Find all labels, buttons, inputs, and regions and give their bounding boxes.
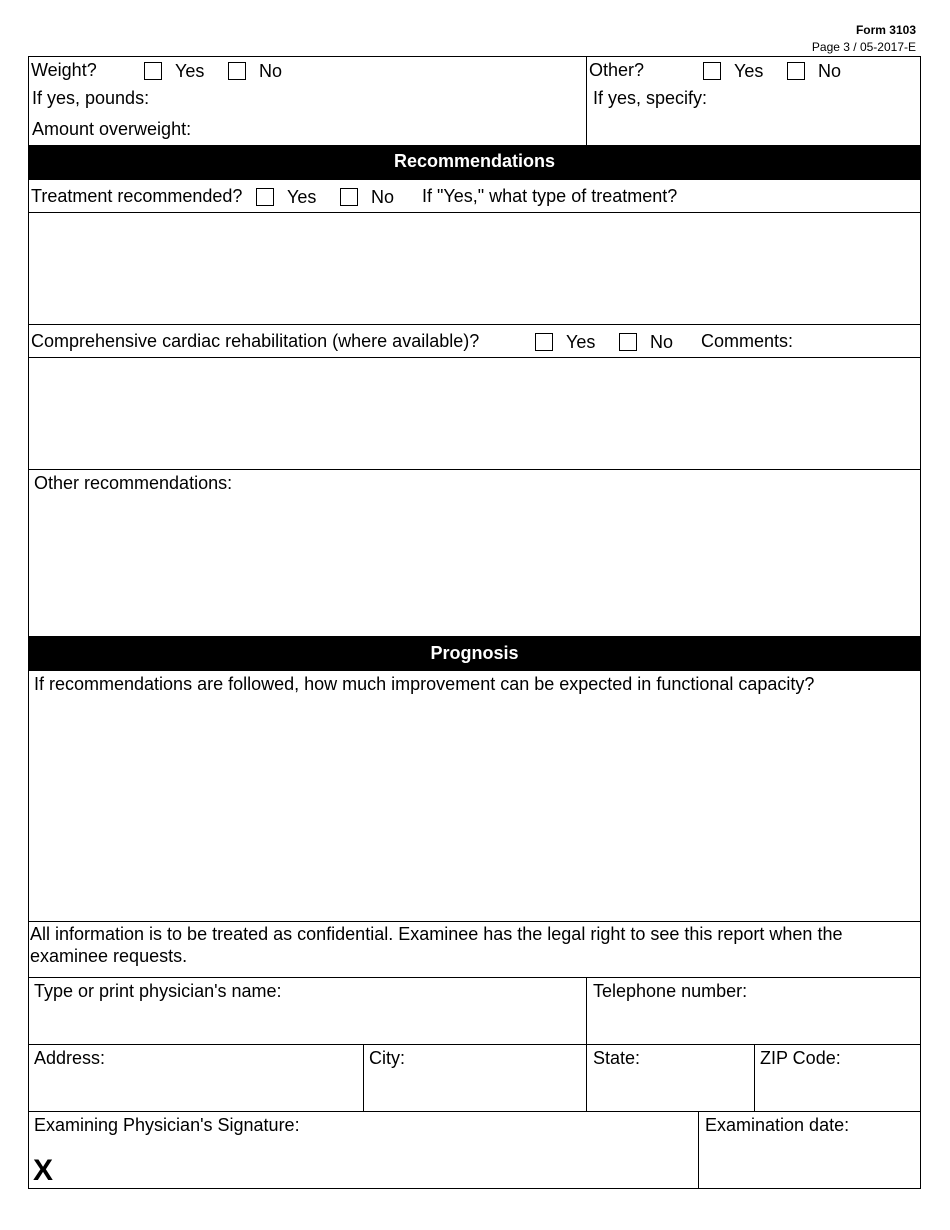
address-label: Address: xyxy=(34,1048,106,1068)
treatment-yes-label: Yes xyxy=(287,187,317,207)
divider xyxy=(28,324,921,325)
weight-no-checkbox[interactable] xyxy=(228,62,246,80)
other-yes-checkbox[interactable] xyxy=(703,62,721,80)
treatment-yes-checkbox[interactable] xyxy=(256,188,274,206)
divider xyxy=(28,977,921,978)
prognosis-header: Prognosis xyxy=(28,636,921,671)
other-question: Other? xyxy=(589,60,645,80)
other-no-checkbox[interactable] xyxy=(787,62,805,80)
state-field[interactable] xyxy=(588,1071,753,1111)
page-info: Page 3 / 05-2017-E xyxy=(811,40,916,54)
other-no-label: No xyxy=(818,61,842,81)
cardiac-question: Comprehensive cardiac rehabilitation (where available)? xyxy=(31,331,480,351)
cardiac-comments-label: Comments: xyxy=(701,331,794,351)
recommendations-header: Recommendations xyxy=(28,145,921,180)
divider xyxy=(28,469,921,470)
other-yes-label: Yes xyxy=(734,61,764,81)
other-specify-label: If yes, specify: xyxy=(593,88,708,108)
city-label: City: xyxy=(369,1048,405,1068)
confidential-notice-line1: All information is to be treated as confidential. Examinee has the legal right to see this report when the xyxy=(30,924,843,944)
divider xyxy=(586,56,587,145)
form-number: Form 3103 xyxy=(855,23,916,37)
cardiac-comments-field[interactable] xyxy=(29,358,920,468)
divider xyxy=(698,1111,699,1189)
telephone-field[interactable] xyxy=(588,1004,920,1044)
cardiac-no-label: No xyxy=(650,332,674,352)
confidential-notice-line2: examinee requests. xyxy=(30,946,188,966)
other-recommendations-label: Other recommendations: xyxy=(34,473,233,493)
weight-yes-label: Yes xyxy=(175,61,205,81)
signature-field[interactable] xyxy=(70,1140,696,1188)
physician-name-field[interactable] xyxy=(29,1004,585,1044)
weight-amount-label: Amount overweight: xyxy=(32,119,192,139)
weight-pounds-label: If yes, pounds: xyxy=(32,88,150,108)
treatment-no-checkbox[interactable] xyxy=(340,188,358,206)
state-label: State: xyxy=(593,1048,641,1068)
prognosis-question: If recommendations are followed, how much improvement can be expected in functional capacity? xyxy=(34,674,815,694)
cardiac-no-checkbox[interactable] xyxy=(619,333,637,351)
weight-yes-checkbox[interactable] xyxy=(144,62,162,80)
cardiac-yes-label: Yes xyxy=(566,332,596,352)
prognosis-field[interactable] xyxy=(29,698,920,920)
signature-label: Examining Physician's Signature: xyxy=(34,1115,300,1135)
cardiac-yes-checkbox[interactable] xyxy=(535,333,553,351)
treatment-question: Treatment recommended? xyxy=(31,186,243,206)
telephone-label: Telephone number: xyxy=(593,981,748,1001)
divider xyxy=(28,1111,921,1112)
examination-date-field[interactable] xyxy=(700,1140,920,1188)
treatment-no-label: No xyxy=(371,187,395,207)
zip-field[interactable] xyxy=(755,1071,920,1111)
other-recommendations-field[interactable] xyxy=(29,496,920,636)
divider xyxy=(28,1044,921,1045)
address-field[interactable] xyxy=(29,1071,362,1111)
city-field[interactable] xyxy=(364,1071,585,1111)
weight-question: Weight? xyxy=(31,60,97,80)
divider xyxy=(28,921,921,922)
weight-no-label: No xyxy=(259,61,283,81)
examination-date-label: Examination date: xyxy=(705,1115,850,1135)
physician-name-label: Type or print physician's name: xyxy=(34,981,282,1001)
signature-x-mark: X xyxy=(33,1154,54,1187)
zip-label: ZIP Code: xyxy=(760,1048,841,1068)
treatment-type-field[interactable] xyxy=(29,213,920,323)
treatment-type-label: If "Yes," what type of treatment? xyxy=(422,186,678,206)
